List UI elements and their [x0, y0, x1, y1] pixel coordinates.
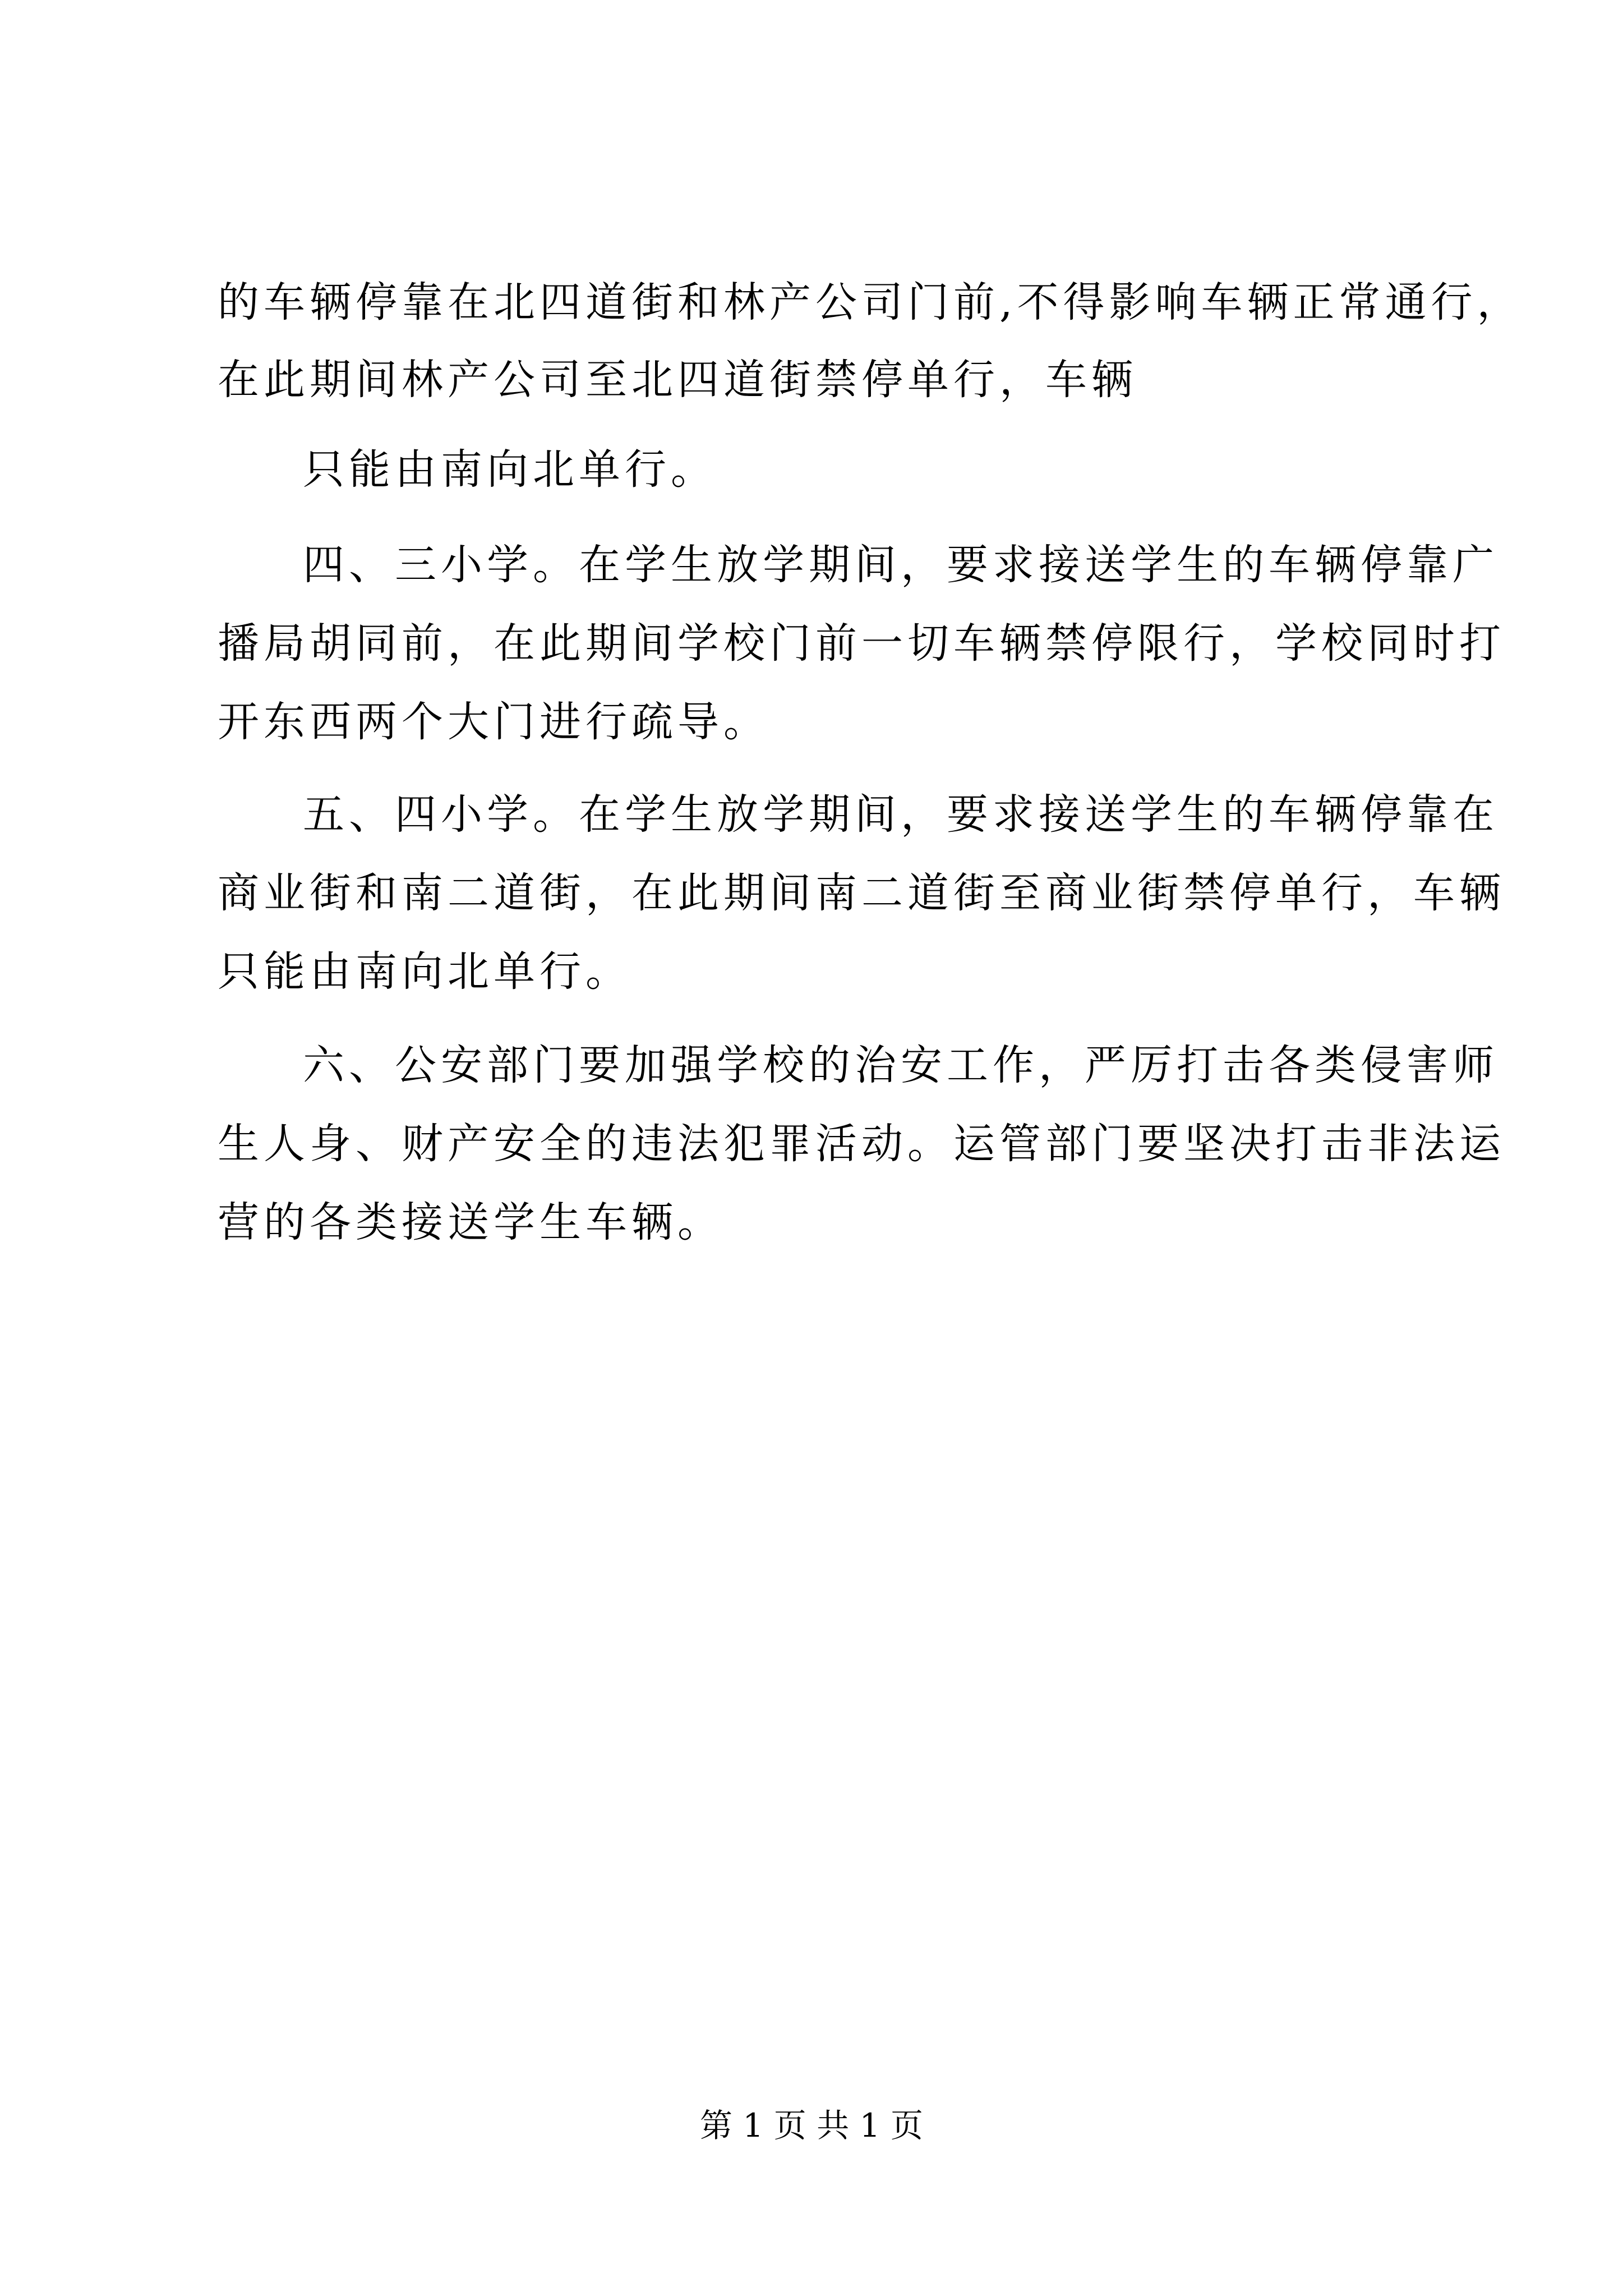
body-line-11: 生人身、财产安全的违法犯罪活动。运管部门要坚决打击非法运 [218, 1120, 1505, 1168]
body-line-1: 的车辆停靠在北四道街和林产公司门前,不得影响车辆正常通行， [218, 278, 1523, 326]
page-number-footer: 第 1 页 共 1 页 [700, 2106, 923, 2145]
body-line-7: 五、四小学。在学生放学期间，要求接送学生的车辆停靠在 [303, 790, 1498, 839]
body-line-9: 只能由南向北单行。 [218, 947, 631, 996]
body-line-12: 营的各类接送学生车辆。 [218, 1198, 723, 1246]
body-line-5: 播局胡同前，在此期间学校门前一切车辆禁停限行，学校同时打 [218, 619, 1505, 668]
body-line-3: 只能由南向北单行。 [303, 445, 717, 494]
body-line-4: 四、三小学。在学生放学期间，要求接送学生的车辆停靠广 [303, 541, 1498, 589]
body-line-8: 商业街和南二道街，在此期间南二道街至商业街禁停单行，车辆 [218, 869, 1505, 917]
body-line-2: 在此期间林产公司至北四道街禁停单行，车辆 [218, 356, 1137, 404]
body-line-6: 开东西两个大门进行疏导。 [218, 698, 769, 746]
body-line-10: 六、公安部门要加强学校的治安工作，严厉打击各类侵害师 [303, 1041, 1498, 1089]
